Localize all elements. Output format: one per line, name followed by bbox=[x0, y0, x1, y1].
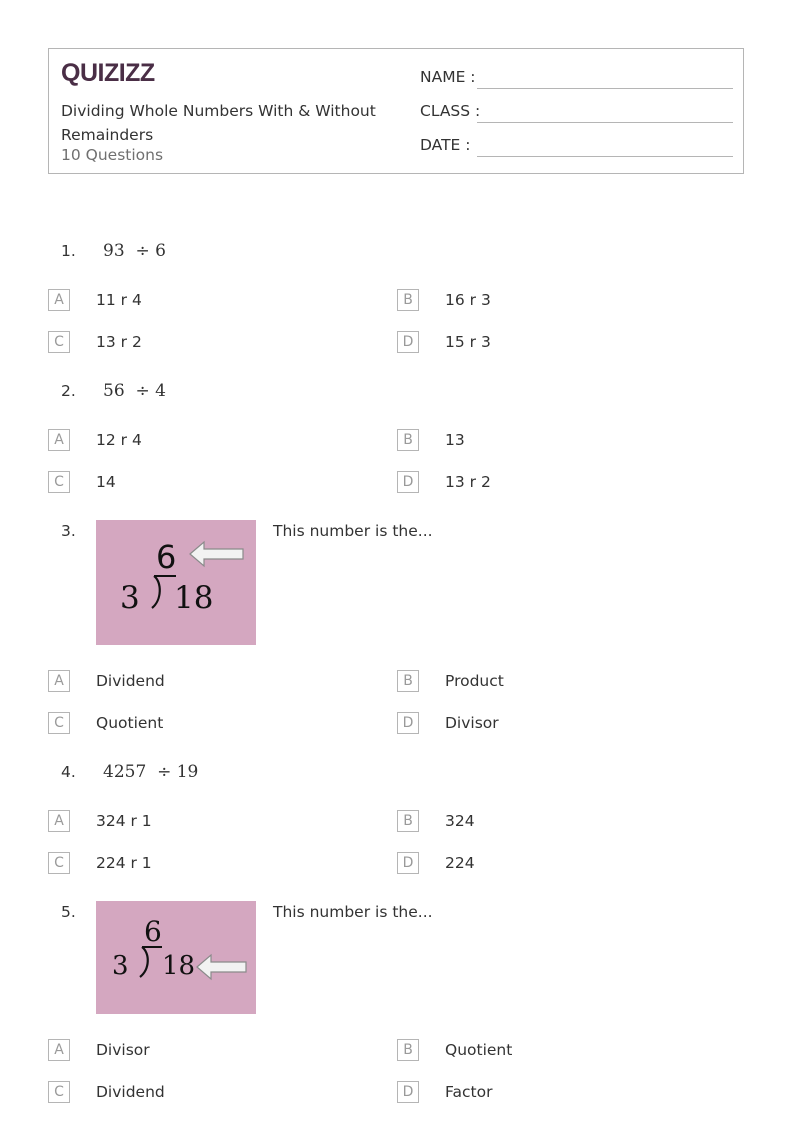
option-a-box[interactable]: A bbox=[48, 289, 70, 311]
question-number: 2. bbox=[61, 382, 76, 400]
quizizz-logo: QUIZIZZ bbox=[61, 59, 155, 87]
class-line[interactable] bbox=[477, 122, 733, 123]
class-field[interactable] bbox=[420, 102, 733, 126]
question-number: 1. bbox=[61, 242, 76, 260]
option-d-text[interactable]: 13 r 2 bbox=[445, 473, 491, 491]
option-b-text[interactable]: 324 bbox=[445, 812, 475, 830]
option-c-box[interactable]: C bbox=[48, 712, 70, 734]
image-quotient: 6 bbox=[156, 538, 177, 576]
question-expression: 4257 ÷ 19 bbox=[103, 762, 199, 782]
option-b-box[interactable]: B bbox=[397, 289, 419, 311]
question-number: 4. bbox=[61, 763, 76, 781]
question-text: This number is the... bbox=[273, 903, 433, 921]
image-divisor: 3 bbox=[120, 580, 140, 616]
option-d-box[interactable]: D bbox=[397, 712, 419, 734]
name-label: NAME : bbox=[420, 68, 476, 86]
option-b-text[interactable]: 16 r 3 bbox=[445, 291, 491, 309]
option-c-box[interactable]: C bbox=[48, 331, 70, 353]
option-d-text[interactable]: Factor bbox=[445, 1083, 493, 1101]
option-a-box[interactable]: A bbox=[48, 429, 70, 451]
option-b-text[interactable]: Product bbox=[445, 672, 504, 690]
option-a-text[interactable]: 12 r 4 bbox=[96, 431, 142, 449]
worksheet-header bbox=[48, 48, 744, 174]
image-divisor: 3 bbox=[112, 951, 129, 981]
option-a-text[interactable]: Divisor bbox=[96, 1041, 150, 1059]
option-d-text[interactable]: 224 bbox=[445, 854, 475, 872]
option-c-text[interactable]: 13 r 2 bbox=[96, 333, 142, 351]
option-d-box[interactable]: D bbox=[397, 1081, 419, 1103]
option-a-text[interactable]: Dividend bbox=[96, 672, 165, 690]
date-field[interactable] bbox=[420, 136, 733, 160]
question-count: 10 Questions bbox=[61, 146, 164, 164]
option-c-text[interactable]: 224 r 1 bbox=[96, 854, 152, 872]
option-b-text[interactable]: Quotient bbox=[445, 1041, 513, 1059]
question-number: 3. bbox=[61, 522, 76, 540]
name-field[interactable] bbox=[420, 68, 733, 92]
option-d-text[interactable]: 15 r 3 bbox=[445, 333, 491, 351]
option-c-box[interactable]: C bbox=[48, 471, 70, 493]
option-b-box[interactable]: B bbox=[397, 810, 419, 832]
image-dividend: 18 bbox=[162, 951, 196, 981]
division-image bbox=[96, 901, 256, 1014]
question-expression: 93 ÷ 6 bbox=[103, 241, 166, 261]
option-d-box[interactable]: D bbox=[397, 471, 419, 493]
image-dividend: 18 bbox=[174, 580, 214, 616]
option-b-box[interactable]: B bbox=[397, 670, 419, 692]
option-b-box[interactable]: B bbox=[397, 1039, 419, 1061]
class-label: CLASS : bbox=[420, 102, 481, 120]
option-d-text[interactable]: Divisor bbox=[445, 714, 499, 732]
division-image bbox=[96, 520, 256, 645]
question-text: This number is the... bbox=[273, 522, 433, 540]
option-c-box[interactable]: C bbox=[48, 1081, 70, 1103]
option-c-text[interactable]: Dividend bbox=[96, 1083, 165, 1101]
option-b-text[interactable]: 13 bbox=[445, 431, 465, 449]
option-a-text[interactable]: 11 r 4 bbox=[96, 291, 142, 309]
date-label: DATE : bbox=[420, 136, 471, 154]
worksheet-title: Dividing Whole Numbers With & Without Remainders bbox=[61, 102, 376, 144]
option-a-box[interactable]: A bbox=[48, 1039, 70, 1061]
option-a-box[interactable]: A bbox=[48, 670, 70, 692]
name-line[interactable] bbox=[477, 88, 733, 89]
option-c-box[interactable]: C bbox=[48, 852, 70, 874]
option-c-text[interactable]: 14 bbox=[96, 473, 116, 491]
image-quotient: 6 bbox=[144, 915, 162, 948]
option-b-box[interactable]: B bbox=[397, 429, 419, 451]
question-number: 5. bbox=[61, 903, 76, 921]
option-d-box[interactable]: D bbox=[397, 852, 419, 874]
date-line[interactable] bbox=[477, 156, 733, 157]
option-d-box[interactable]: D bbox=[397, 331, 419, 353]
option-a-box[interactable]: A bbox=[48, 810, 70, 832]
option-c-text[interactable]: Quotient bbox=[96, 714, 164, 732]
question-expression: 56 ÷ 4 bbox=[103, 381, 166, 401]
option-a-text[interactable]: 324 r 1 bbox=[96, 812, 152, 830]
